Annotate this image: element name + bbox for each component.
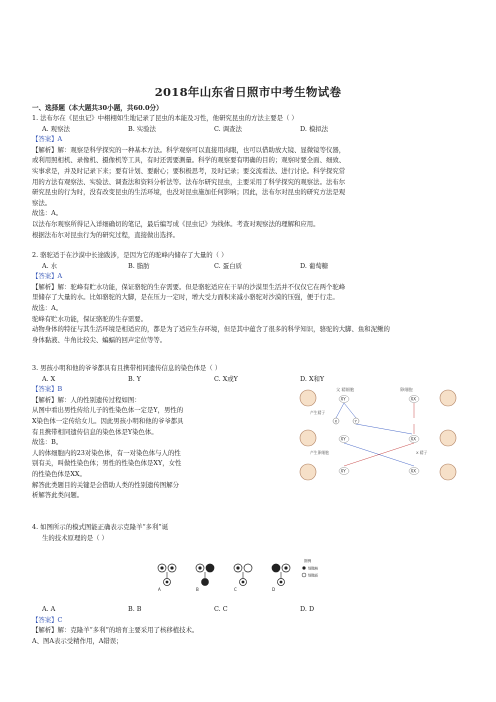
diagram-label-egg: 卵细胞 — [400, 387, 413, 392]
son-chromosomes: XY — [340, 468, 346, 474]
q3-analysis-line: 解答此类题目的关键是会借助人类的性别遗传图解分 — [32, 480, 179, 489]
q4-option-b: B. B — [128, 605, 142, 613]
q3-option-b: B. Y — [128, 374, 141, 383]
q3-answer: 【答案】B — [32, 385, 63, 394]
legend-title: 图例 — [304, 559, 312, 563]
model-label-a: A — [158, 587, 161, 592]
q1-analysis-line: 实事求是，并及时记录下来；要有计划、要耐心；要积极思考，及时记录；要交流看法、进行讨论。科学探究常 — [32, 166, 346, 175]
model-legend — [302, 558, 319, 578]
q4-option-a: A. A — [42, 605, 56, 613]
q1-answer: 【答案】A — [32, 135, 63, 144]
sperm-cell-x: X — [334, 419, 338, 424]
q2-option-d: D. 葡萄糖 — [300, 261, 329, 270]
q3-analysis-line: 【解析】解：人的性别遗传过程如图： — [32, 395, 141, 404]
q1-option-d: D. 模拟法 — [300, 124, 329, 133]
q1-analysis-line: 或利用照相机、录像机、摄像机等工具，有时还需要测量。科学的观察要有明确的目的；观察时要全面、细致、 — [32, 156, 346, 165]
q4-stem-line: 生的技术原理的是（ ） — [42, 533, 108, 542]
cloning-model-diagram — [150, 554, 330, 594]
model-b — [196, 564, 214, 592]
diagram-label-produce-sperm: 产生精子 — [310, 410, 326, 415]
model-d — [272, 564, 290, 592]
q3-analysis-line: 从图中看出男性传给儿子的性染色体一定是Y，男性的 — [32, 406, 184, 415]
model-c — [234, 564, 252, 592]
q1-analysis-line: 察法。 — [32, 198, 52, 207]
q2-analysis-line: 【解析】解：驼峰有贮水功能，保证骆驼的生存需要。但是骆驼适应在干旱的沙漠里生活并不仅仅它在两个驼峰 — [32, 282, 346, 291]
q3-analysis-line: 有且携带相同遗传信息的染色体是Y染色体。 — [32, 427, 158, 436]
q4-option-c: C. C — [214, 605, 228, 613]
q1-analysis-line: 研究昆虫的行为时，没有改变昆虫的生活环境，也没对昆虫施加任何影响；因此，法布尔对昆虫的研究方法是观 — [32, 188, 346, 197]
q2-option-c: C. 蛋白质 — [214, 261, 242, 270]
q3-analysis-line: X染色体一定传给女儿。因此男孩小明和他的爷爷都具 — [32, 416, 184, 425]
son-face-icon — [300, 464, 316, 480]
q1-analysis-line: 故选：A。 — [32, 209, 63, 218]
model-label-d: D — [272, 587, 276, 592]
father-chromosomes: XY — [340, 436, 346, 442]
q2-analysis-line: 里储存了大量的水。比如骆驼的大脚，是在压力一定时，增大受力面积来减小骆驼对沙漠的压强，便于行走。 — [32, 293, 339, 302]
q2-options — [32, 261, 464, 272]
q1-analysis-line: 以法布尔观察所得记入详细确切的笔记，最后编写成《昆虫记》为线体。考查对观察法的理解和应用。 — [32, 219, 320, 228]
q4-analysis-line: A、图A表示受精作用，A错误； — [32, 636, 123, 645]
model-a — [158, 564, 176, 592]
daughter-chromosomes: XX — [410, 468, 416, 474]
mother-chromosomes: XX — [410, 436, 416, 442]
question-4 — [32, 522, 464, 543]
q2-option-a: A. 水 — [42, 261, 58, 270]
q4-options — [32, 604, 464, 615]
diagram-label-x-sperm: X 精子 — [416, 450, 428, 455]
q4-answer: 【答案】C — [32, 615, 63, 624]
q2-analysis-line: 驼峰有贮水功能，保证骆驼的生存需要。 — [32, 314, 148, 323]
q2-option-b: B. 脂肪 — [128, 261, 150, 270]
q3-stem: 3. 男孩小明和他的爷爷都具有且携带相同遗传信息的染色体是（ ） — [32, 364, 222, 372]
q4-option-d: D. D — [300, 605, 315, 613]
page-title: 2018年山东省日照市中考生物试卷 — [154, 85, 342, 99]
diagram-label-produce-egg: 产生卵细胞 — [310, 450, 329, 455]
q4-analysis-line: 【解析】解：克隆羊“多利”的培育主要采用了核移植技术。 — [32, 626, 199, 635]
q2-analysis-line: 身体黏液、牛角比较尖、蝙蝠的回声定位等等。 — [32, 335, 167, 344]
q4-stem-line: 4. 如图所示的模式图能正确表示克隆羊“多利”诞 — [32, 523, 169, 531]
q1-option-b: B. 实验法 — [128, 124, 156, 133]
question-2 — [32, 250, 464, 345]
father-face-icon — [300, 430, 316, 446]
grandmother-chromosomes: XX — [410, 396, 416, 402]
q3-analysis-line: 故选：B。 — [32, 438, 63, 447]
q1-analysis-line: 根据法布尔对昆虫行为的研究过程，直接做出选择。 — [32, 230, 179, 239]
q3-analysis-line: 的性染色体是XX。 — [32, 469, 86, 478]
q1-analysis-line: 用的方法有观察法、实验法、调查法和资料分析法等。法布尔研究昆虫，主要采用了科学探究的观察法。法布尔 — [32, 177, 346, 186]
q3-analysis-line: 人的体细胞内的23对染色体，有一对染色体与人的性 — [32, 448, 181, 457]
daughter-face-icon — [440, 464, 456, 480]
section-heading: 一、选择题（本大题共30小题，共60.0分） — [32, 104, 163, 112]
model-label-b: B — [196, 587, 199, 592]
q3-option-d: D. X和Y — [300, 374, 325, 383]
q2-analysis-line: 故选：A。 — [32, 303, 63, 312]
q1-option-c: C. 调查法 — [214, 124, 242, 133]
q1-options — [32, 124, 464, 135]
grandmother-face-icon — [440, 390, 456, 406]
q2-analysis-line: 动物身体的特征与其生活环境是相适应的，都是为了适应生存环境，但是其中蕴含了很多的科学知识，骆驼的大脚、鱼和泥鳅的 — [32, 325, 390, 334]
question-1 — [32, 113, 464, 240]
q1-stem: 1. 法布尔在《昆虫记》中栩栩如生地记录了昆虫的本能及习性，他研究昆虫的方法主要是（ ） — [32, 114, 298, 122]
legend-nucleus: 细胞核 — [308, 566, 319, 571]
diagram-label-sperm: 父 精细胞 — [336, 387, 355, 392]
sex-inheritance-diagram — [266, 382, 466, 486]
q3-analysis-line: 析解答此类问题。 — [32, 491, 84, 500]
model-label-c: C — [234, 587, 237, 592]
legend-cytoplasm: 细胞质 — [308, 573, 319, 578]
q1-option-a: A. 观察法 — [42, 124, 70, 133]
q2-answer: 【答案】A — [32, 272, 63, 281]
q3-option-c: C. X或Y — [214, 374, 238, 383]
q1-analysis-line: 【解析】解：观察是科学探究的一种基本方法。科学观察可以直接用肉眼，也可以借助放大镜、显微镜等仪器， — [32, 145, 346, 154]
grandfather-chromosomes: XY — [340, 396, 346, 402]
q3-analysis-line: 别有关，叫做性染色体；男性的性染色体是XY，女性 — [32, 459, 182, 468]
q3-option-a: A. X — [42, 374, 56, 383]
q2-stem: 2. 骆驼适于在沙漠中长途跋涉，是因为它的驼峰内储存了大量的（ ） — [32, 251, 228, 259]
mother-face-icon — [440, 430, 456, 446]
sperm-cell-y: Y — [354, 419, 357, 424]
grandfather-face-icon — [300, 390, 316, 406]
question-4-answer — [32, 604, 464, 646]
